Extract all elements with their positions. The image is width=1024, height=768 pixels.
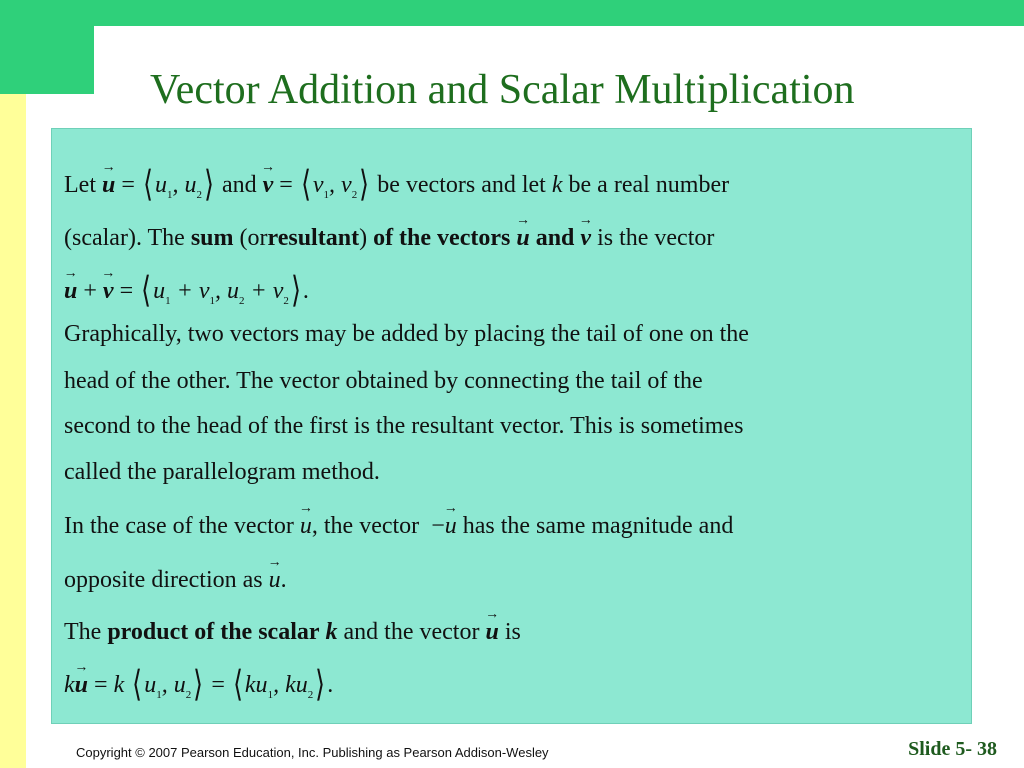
term-product-of-the-scalar: product of the scalar: [107, 619, 320, 645]
vector-v-symbol: → v: [263, 166, 274, 199]
text-let: Let: [64, 172, 96, 198]
text-and-the-vector: and the vector: [343, 619, 480, 645]
text-is-the-vector: is the vector: [597, 225, 715, 251]
vector-neg-u-symbol: → u: [445, 507, 457, 540]
graphic-line-1: Graphically, two vectors may be added by placing the tail of one on the: [64, 321, 749, 347]
scalar-k: k: [551, 172, 563, 198]
angle-open: ⟨: [141, 270, 152, 310]
text-is: is: [504, 619, 521, 645]
period: .: [302, 278, 309, 304]
definition-line-2: [64, 219, 714, 252]
text-close-paren: ): [359, 225, 368, 251]
text-real-number: be a real number: [568, 172, 730, 198]
vector-v-symbol: → v: [580, 219, 591, 252]
sum-formula: → u + → $v = ⟨u_1 + v_1$, $u_2$ + $v_2⟩$.: [64, 269, 309, 311]
term-sum: sum: [190, 225, 234, 251]
angle-open: ⟨: [132, 664, 143, 704]
graphic-line-4: called the parallelogram method.: [64, 459, 380, 485]
angle-open: ⟨: [142, 164, 153, 204]
slide-number: Slide 5- 38: [908, 738, 997, 760]
vector-u-symbol: → u: [102, 166, 115, 199]
scalar-k: k: [64, 672, 75, 698]
text-scalar-the: (scalar). The: [64, 225, 185, 251]
math-v1-v2: $v_1$, $v_2$: [312, 172, 358, 201]
graphic-line-3: second to the head of the first is the resultant vector. This is sometimes: [64, 413, 744, 439]
angle-close: ⟩: [359, 164, 370, 204]
vector-u-symbol: → u: [300, 507, 312, 540]
angle-close: ⟩: [290, 270, 301, 310]
negative-vector-line-2: opposite direction as → u.: [64, 561, 287, 594]
content-box: [51, 128, 972, 724]
top-accent-bar: [0, 0, 1024, 26]
angle-open: ⟨: [232, 664, 243, 704]
scalar-k-bold: k: [325, 619, 338, 645]
text-opposite-direction: opposite direction as: [64, 567, 263, 593]
term-of-the-vectors: of the vectors: [373, 225, 511, 251]
left-accent-strip: [0, 0, 26, 768]
graphic-line-2: head of the other. The vector obtained by connecting the tail of the: [64, 368, 703, 394]
text-the-vector: the vector: [323, 513, 420, 539]
product-line: [64, 613, 521, 646]
term-and: and: [535, 225, 575, 251]
slide-title: Vector Addition and Scalar Multiplication: [150, 67, 855, 113]
text-or: (or: [239, 225, 268, 251]
product-formula: k→ u = k $⟨u_1$, $u_2⟩$ = $⟨ku_1$, $ku_2⟩$.: [64, 663, 333, 705]
vector-u-symbol: → u: [269, 561, 281, 594]
vector-u-symbol: → u: [485, 613, 498, 646]
angle-close: ⟩: [204, 164, 214, 204]
text-be-vectors: be vectors and let: [377, 172, 546, 198]
vector-u-symbol: → u: [75, 666, 88, 699]
text-same-magnitude: has the same magnitude and: [462, 513, 734, 539]
text-and: and: [221, 172, 257, 198]
scalar-k: k: [113, 672, 125, 698]
vector-v-symbol: → v: [103, 272, 114, 305]
math-u1-u2: $u_1$, $u_2$: [154, 172, 202, 201]
text-the: The: [64, 619, 102, 645]
vector-u-symbol: → u: [64, 272, 77, 305]
text-in-the-case: In the case of the vector: [64, 513, 294, 539]
angle-close: ⟩: [193, 664, 204, 704]
corner-accent-block: [0, 0, 94, 94]
copyright-footer: Copyright © 2007 Pearson Education, Inc. Publishing as Pearson Addison-Wesley: [76, 745, 549, 760]
math-sum-components: $u_1 + v_1$, $u_2 + v_2$: [153, 278, 289, 307]
term-resultant: resultant: [267, 225, 360, 251]
negative-vector-line-1: In the case of the vector → u, the vector −→ u has the same magnitude and: [64, 507, 733, 540]
angle-open: ⟨: [300, 164, 311, 204]
vector-u-symbol: → u: [516, 219, 529, 252]
definition-line-1: Let → $u = ⟨u_1$, $u_2⟩$ and → $v = ⟨v_1$, $v_2⟩$ be vectors and let k be a real number: [64, 163, 729, 205]
math-ku1-ku2: $ku_1$, $ku_2$: [244, 672, 314, 701]
math-u1-u2: $u_1$, $u_2$: [144, 672, 192, 701]
angle-close: ⟩: [315, 664, 326, 704]
